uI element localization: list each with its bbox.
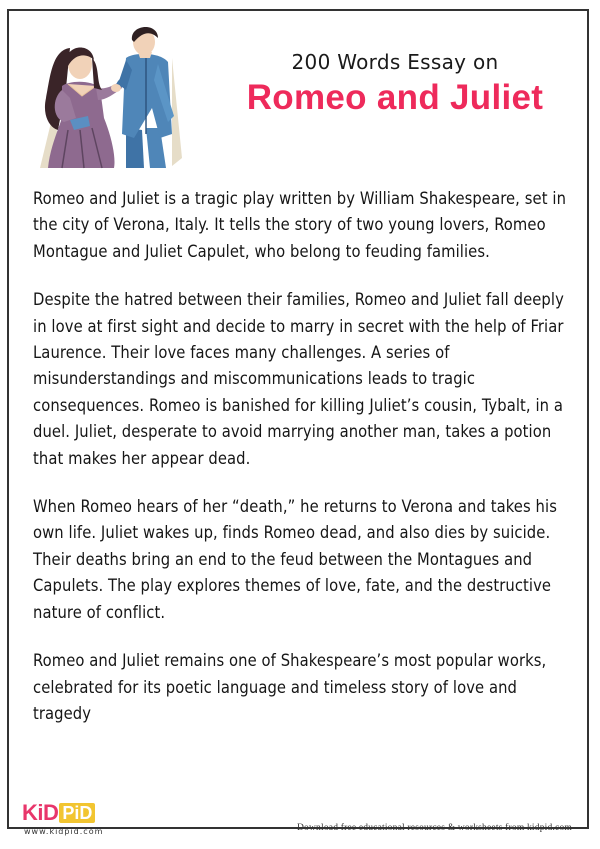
essay-subtitle: 200 Words Essay on bbox=[291, 50, 499, 74]
essay-body bbox=[33, 186, 573, 749]
logo-pid-text: PiD bbox=[59, 803, 95, 823]
logo-url[interactable]: www.kidpid.com bbox=[24, 827, 104, 836]
kidpid-logo[interactable] bbox=[22, 800, 103, 836]
essay-paragraph-2: Despite the hatred between their families, Romeo and Juliet fall deeply in love at first sight and decide to marry in secret with the help of Friar Laurence. Their love faces many challenges. A series of misunderstandings and miscommunications leads to tragic consequences. Romeo is banished for killing Juliet’s cousin, Tybalt, in a duel. Juliet, desperate to avoid marrying another man, takes a potion that makes her appear dead. bbox=[33, 290, 564, 468]
essay-heading bbox=[210, 50, 580, 118]
couple-illustration-icon bbox=[22, 18, 192, 170]
essay-paragraph-4: Romeo and Juliet remains one of Shakespeare’s most popular works, celebrated for its poetic language and timeless story of love and tragedy bbox=[33, 651, 547, 723]
essay-paragraph-1: Romeo and Juliet is a tragic play written by William Shakespeare, set in the city of Verona, Italy. It tells the story of two young lovers, Romeo Montague and Juliet Capulet, who belong to feuding families. bbox=[33, 189, 567, 261]
romeo-juliet-illustration bbox=[22, 18, 192, 170]
essay-title: Romeo and Juliet bbox=[246, 78, 544, 117]
footer-download-note: Download free educational resources & worksheets from kidpid.com bbox=[296, 823, 572, 833]
logo-kid-text: KiD bbox=[22, 800, 59, 825]
essay-paragraph-3: When Romeo hears of her “death,” he returns to Verona and takes his own life. Juliet wakes up, finds Romeo dead, and also dies by suicide. Their deaths bring an end to the feud between the Montagues and Capulets. The play explores themes of love, fate, and the destructive nature of conflict. bbox=[33, 497, 557, 622]
